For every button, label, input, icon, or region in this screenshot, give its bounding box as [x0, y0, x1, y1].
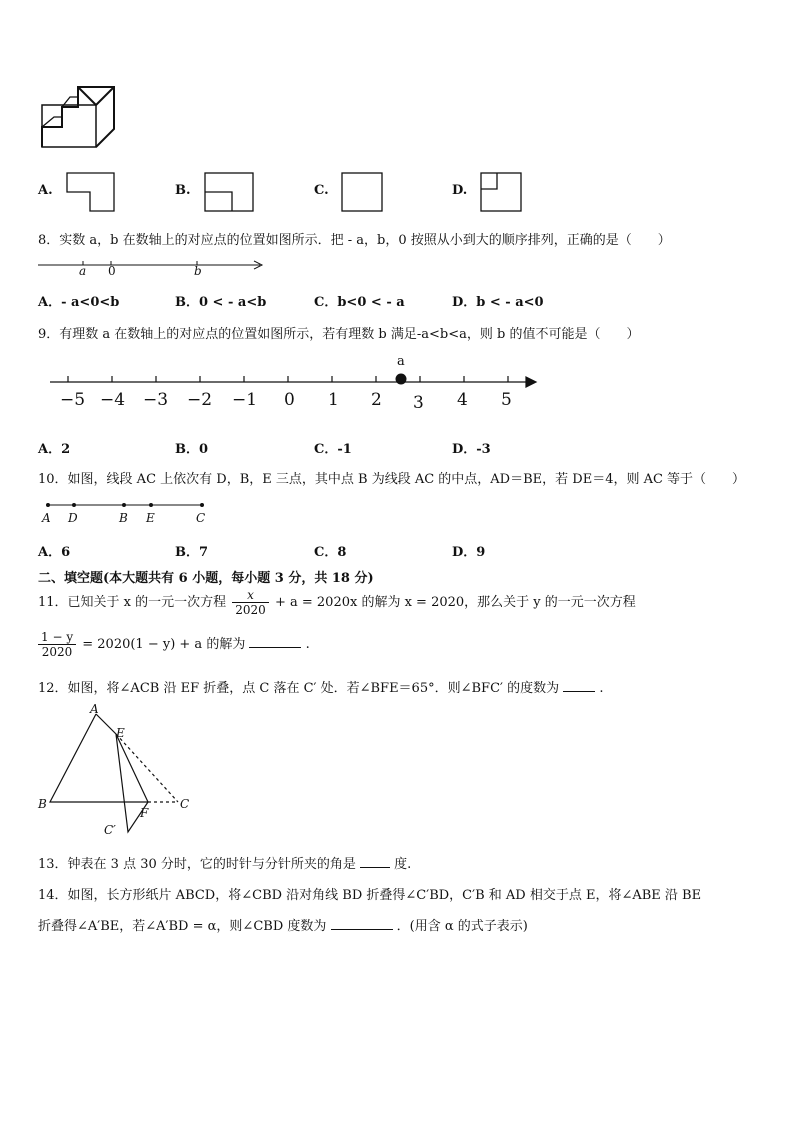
q9-tick: 0: [284, 390, 295, 410]
q11-fraction-1-num: x: [232, 588, 269, 603]
q12-answer-blank[interactable]: [563, 691, 595, 692]
q7-option-b-label: B.: [175, 183, 191, 198]
q11-fraction-1-den: 2020: [235, 603, 266, 617]
q14-line1: 14．如图，长方形纸片 ABCD，将∠CBD 沿对角线 BD 折叠得∠C′BD，C′B 和 AD 相交于点 E，将∠ABE 沿 BE: [38, 888, 702, 903]
q9-point-label: a: [397, 354, 405, 369]
q9-tick: −2: [187, 390, 213, 410]
q9-tick: −4: [100, 390, 126, 410]
q11-fraction-2: [38, 630, 76, 659]
q11-fraction-1: [232, 588, 269, 617]
q9-tick: 3: [413, 393, 424, 413]
q10-option-b: B．7: [175, 545, 209, 560]
q10-point-d: D: [68, 511, 78, 525]
q7-option-a-view: [66, 172, 118, 214]
q10-segment-figure: [44, 500, 209, 510]
q8-option-c: C．b<0 < - a: [314, 295, 405, 310]
q9-option-a: A．2: [38, 442, 71, 457]
q13-stem: 13．钟表在 3 点 30 分时，它的时针与分针所夹的角是: [38, 857, 356, 872]
q12-line: [38, 677, 604, 696]
q12-stem: 12．如图，将∠ACB 沿 EF 折叠，点 C 落在 C′ 处．若∠BFE＝65°．则∠BFC′ 的度数为: [38, 681, 560, 696]
q10-point-b: B: [119, 511, 128, 525]
q10-option-d: D．9: [452, 545, 486, 560]
q12-label-f: F: [140, 806, 149, 820]
q10-stem: 10．如图，线段 AC 上依次有 D，B，E 三点，其中点 B 为线段 AC 的中点，AD＝BE，若 DE＝4，则 AC 等于（ ）: [38, 472, 746, 487]
q11-answer-blank[interactable]: [249, 647, 301, 648]
q11-line1: [38, 588, 636, 617]
q7-option-d-view: [480, 172, 524, 214]
q11-text-4: .: [305, 637, 310, 652]
q12-label-b: B: [38, 797, 47, 811]
q10-option-c: C．8: [314, 545, 347, 560]
q10-option-a: A．6: [38, 545, 71, 560]
q8-stem: 8．实数 a，b 在数轴上的对应点的位置如图所示．把 - a，b，0 按照从小到大的顺序排列，正确的是（ ）: [38, 233, 671, 248]
q13-line: [38, 853, 411, 872]
q9-point-a: [396, 374, 407, 385]
q9-tick: 1: [328, 390, 339, 410]
q11-line2: [38, 630, 310, 659]
q10-point-a: A: [42, 511, 51, 525]
q14-end: ．(用含 α 的式子表示): [396, 919, 528, 934]
q9-number-line: [50, 372, 540, 392]
q10-point-c: C: [196, 511, 206, 525]
q9-tick: 2: [371, 390, 382, 410]
q12-label-c: C: [180, 797, 190, 811]
q11-fraction-2-den: 2020: [41, 645, 73, 659]
q12-label-a: A: [90, 702, 99, 716]
q11-text-2: + a = 2020x 的解为 x = 2020，那么关于 y 的一元一次方程: [274, 595, 636, 610]
q8-axis-label-b: b: [194, 264, 202, 278]
q9-tick: 4: [457, 390, 468, 410]
q7-option-c-label: C.: [314, 183, 329, 198]
q11-text-3: = 2020(1 − y) + a 的解为: [82, 637, 246, 652]
q9-stem: 9．有理数 a 在数轴上的对应点的位置如图所示，若有理数 b 满足-a<b<a，则 b 的值不可能是（ ）: [38, 327, 640, 342]
q11-text-1: 11．已知关于 x 的一元一次方程: [38, 595, 227, 610]
q13-end: 度.: [394, 857, 412, 872]
q11-fraction-2-num: 1 − y: [38, 630, 76, 645]
q14-stem: 折叠得∠A′BE，若∠A′BD = α，则∠CBD 度数为: [38, 919, 327, 934]
q14-answer-blank[interactable]: [331, 929, 393, 930]
q8-option-d: D．b < - a<0: [452, 295, 544, 310]
q8-option-b: B．0 < - a<b: [175, 295, 267, 310]
q12-end: .: [599, 681, 604, 696]
q7-option-b-view: [204, 172, 256, 214]
q14-line2: [38, 915, 528, 934]
q9-option-b: B．0: [175, 442, 209, 457]
q8-axis-label-a: a: [79, 264, 87, 278]
q9-option-d: D．-3: [452, 442, 491, 457]
q9-tick: 5: [501, 390, 512, 410]
q12-label-c-prime: C′: [104, 823, 116, 837]
q7-solid-figure: [40, 85, 120, 150]
q8-option-a: A．- a<0<b: [38, 295, 120, 310]
q9-tick: −5: [60, 390, 86, 410]
q7-option-a-label: A.: [38, 183, 53, 198]
q10-point-e: E: [146, 511, 155, 525]
q12-label-e: E: [116, 726, 125, 740]
q9-tick: −3: [143, 390, 169, 410]
q9-tick: −1: [232, 390, 258, 410]
q13-answer-blank[interactable]: [360, 867, 390, 868]
q9-tick-labels: [60, 390, 520, 412]
q7-option-c-view: [341, 172, 385, 214]
q7-option-d-label: D.: [452, 183, 468, 198]
q8-number-line: [38, 255, 268, 283]
q9-option-c: C．-1: [314, 442, 352, 457]
section-heading: 二、填空题(本大题共有 6 小题，每小题 3 分，共 18 分): [38, 571, 374, 586]
q8-axis-label-0: 0: [108, 264, 116, 278]
